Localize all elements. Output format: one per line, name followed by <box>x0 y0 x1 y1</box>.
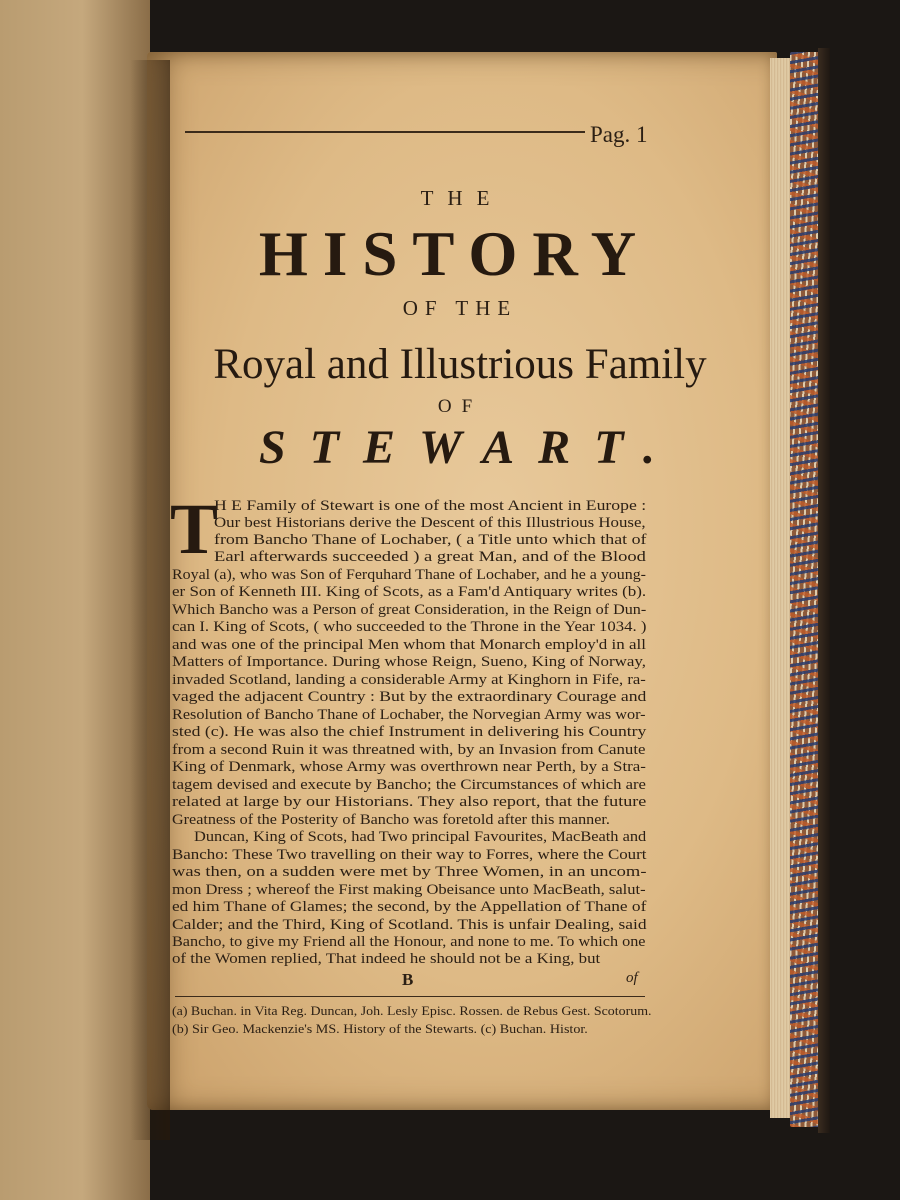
catchword: of <box>626 970 638 986</box>
body-line: sted (c). He was also the chief Instrument in delivering his Country <box>172 724 647 740</box>
page-edges <box>770 58 792 1118</box>
body-line: Matters of Importance. During whose Reign, Sueno, King of Norway, <box>172 654 646 670</box>
footnote-line: (b) Sir Geo. Mackenzie's MS. History of the Stewarts. (c) Buchan. Histor. <box>172 1022 588 1036</box>
body-line: mon Dress ; whereof the First making Obeisance unto MacBeath, salut- <box>172 882 646 898</box>
body-line: Which Bancho was a Person of great Consideration, in the Reign of Dun- <box>172 602 647 618</box>
body-line: H E Family of Stewart is one of the most Ancient in Europe : <box>214 498 647 514</box>
title-of-the: OF THE <box>402 296 518 320</box>
title-history: HISTORY <box>258 219 652 289</box>
drop-cap: T <box>170 489 219 569</box>
body-line: was then, on a sudden were met by Three Women, in an uncom- <box>172 864 647 880</box>
body-line: tagem devised and execute by Bancho; the Circumstances of which are <box>172 777 646 793</box>
body-line: Bancho: These Two travelling on their way to Forres, where the Court <box>172 847 647 863</box>
body-line: ed him Thane of Glames; the second, by the Appellation of Thane of <box>172 899 647 915</box>
body-line: related at large by our Historians. They also report, that the future <box>172 794 647 810</box>
body-line: Earl afterwards succeeded ) a great Man, and of the Blood <box>214 549 646 565</box>
body-line: Our best Historians derive the Descent of this Illustrious House, <box>214 515 646 531</box>
body-line: and was one of the principal Men whom that Monarch employ'd in all <box>172 637 646 653</box>
body-line: can I. King of Scots, ( who succeeded to the Throne in the Year 1034. ) <box>172 619 647 635</box>
body-line: er Son of Kenneth III. King of Scots, as a Fam'd Antiquary writes (b). <box>172 584 647 600</box>
body-line: invaded Scotland, landing a considerable Army at Kinghorn in Fife, ra- <box>172 672 646 688</box>
body-line: of the Women replied, That indeed he should not be a King, but <box>172 951 601 967</box>
page-header: Pag. 1 <box>590 122 648 147</box>
body-line: from Bancho Thane of Lochaber, ( a Title unto which that of <box>214 532 647 548</box>
footnote-rule <box>175 996 645 997</box>
body-line: King of Denmark, whose Army was overthrown near Perth, by a Stra- <box>172 759 646 775</box>
footnote-line: (a) Buchan. in Vita Reg. Duncan, Joh. Lesly Episc. Rossen. de Rebus Gest. Scotorum. <box>172 1004 652 1018</box>
title-of: OF <box>437 396 483 417</box>
body-line: Greatness of the Posterity of Bancho was foretold after this manner. <box>172 812 610 828</box>
title-the: THE <box>420 186 504 210</box>
body-line: vaged the adjacent Country : But by the extraordinary Courage and <box>172 689 647 705</box>
body-line: Calder; and the Third, King of Scotland. This is unfair Dealing, said <box>172 917 647 933</box>
signature-mark: B <box>402 970 414 989</box>
body-line: Resolution of Bancho Thane of Lochaber, the Norvegian Army was wor- <box>172 707 646 723</box>
left-facing-page <box>0 0 150 1200</box>
title-royal-family: Royal and Illustrious Family <box>213 341 707 388</box>
title-stewart: STEWART. <box>258 421 680 474</box>
body-line: from a second Ruin it was threatned with, by an Invasion from Canute <box>172 742 646 758</box>
body-line: Royal (a), who was Son of Ferquhard Thane of Lochaber, and he a young- <box>172 567 646 583</box>
header-rule <box>185 131 585 133</box>
body-line: Duncan, King of Scots, had Two principal Favourites, MacBeath and <box>194 829 647 845</box>
marbled-fore-edge <box>790 52 820 1127</box>
body-line: Bancho, to give my Friend all the Honour, and none to me. To which one <box>172 934 646 950</box>
